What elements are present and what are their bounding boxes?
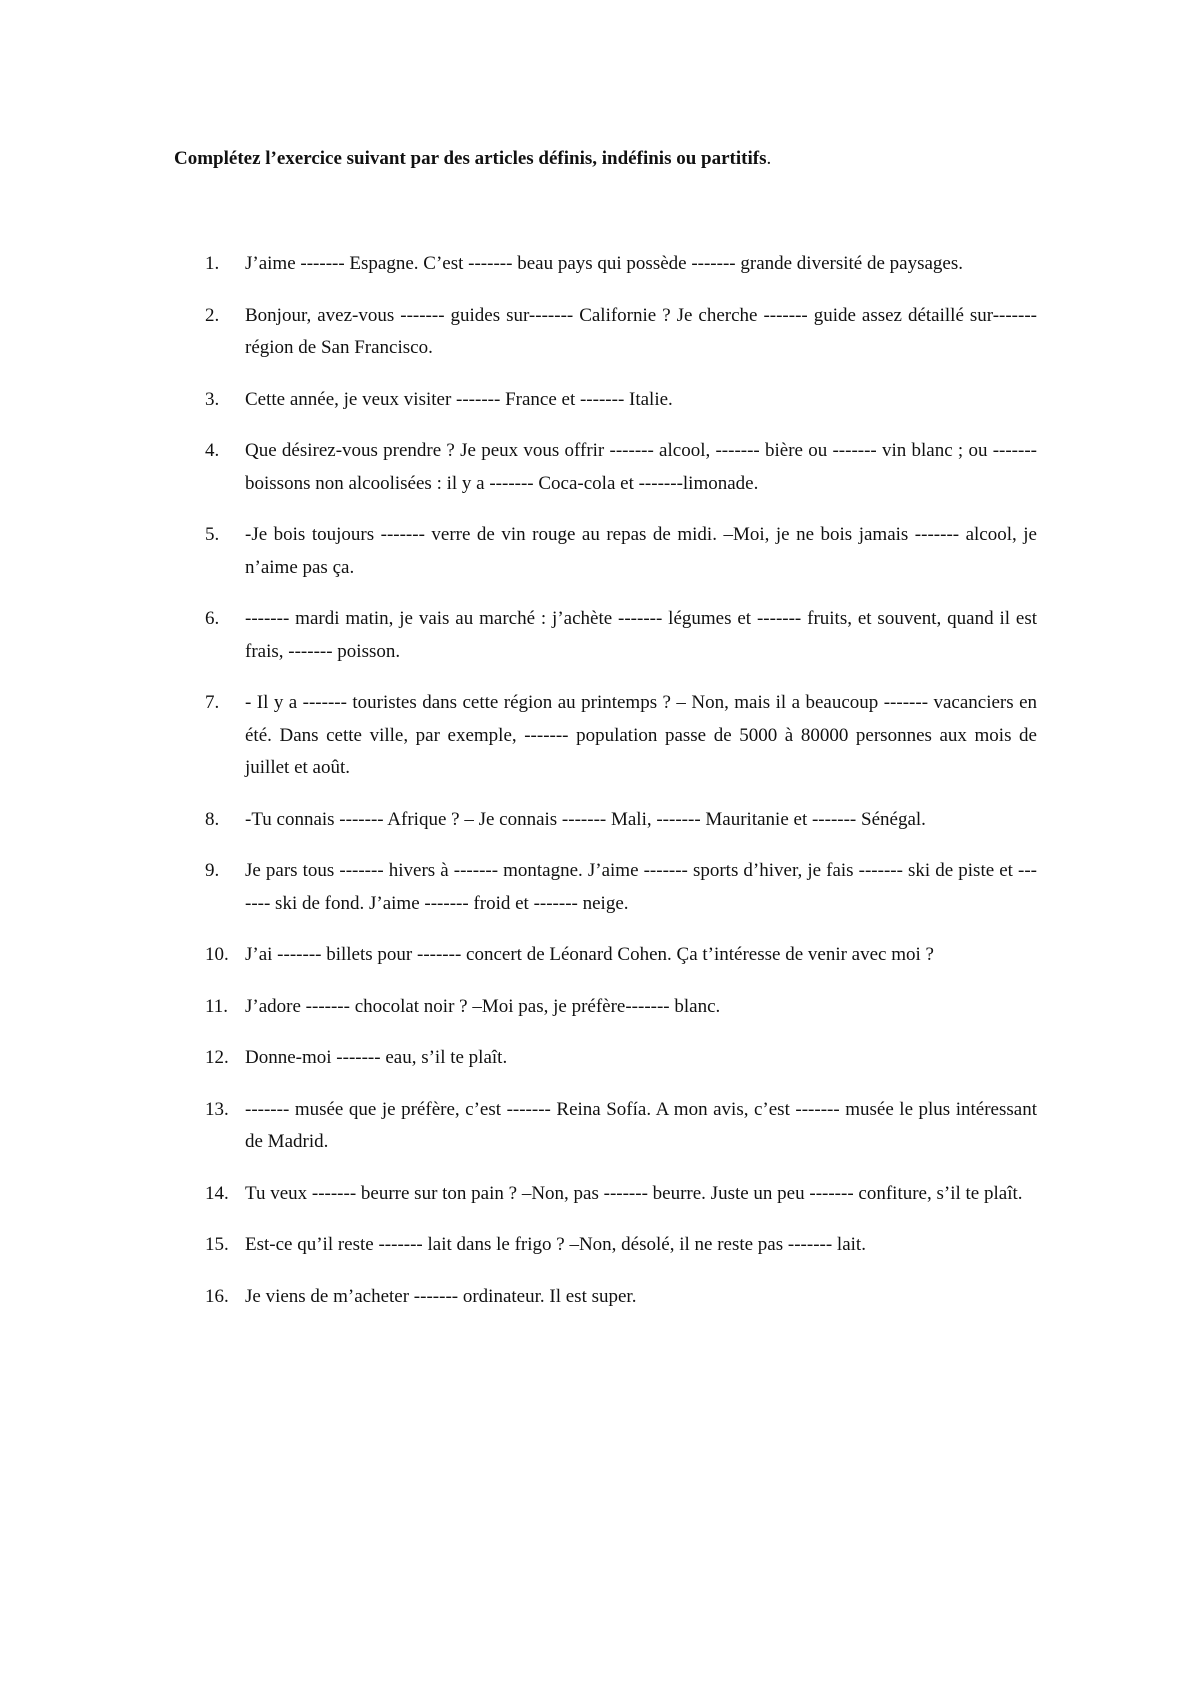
item-text: J’adore ------- chocolat noir ? –Moi pas, je préfère------- blanc. xyxy=(245,995,721,1017)
item-number: 13. xyxy=(205,1098,229,1120)
exercise-item-10 xyxy=(205,939,1037,972)
item-number: 7. xyxy=(205,692,220,713)
item-number: 2. xyxy=(205,304,220,326)
item-number: 16. xyxy=(205,1285,229,1307)
exercise-item-16 xyxy=(205,1281,1037,1314)
exercise-item-13 xyxy=(205,1094,1037,1159)
exercise-item-3 xyxy=(205,384,1037,417)
exercise-item-9 xyxy=(205,855,1037,920)
item-number: 6. xyxy=(205,608,220,629)
item-text: Tu veux ------- beurre sur ton pain ? –Non, pas ------- beurre. Juste un peu ------- confiture, s’il te plaît. xyxy=(245,1182,1023,1204)
exercise-item-6 xyxy=(205,603,1037,668)
item-text: Cette année, je veux visiter ------- France et ------- Italie. xyxy=(245,388,673,410)
item-number: 14. xyxy=(205,1182,229,1204)
item-text: Bonjour, avez-vous ------- guides sur------- Californie ? Je cherche ------- guide assez détaillé sur------- région de San Francisco. xyxy=(245,304,1037,358)
item-text: Donne-moi ------- eau, s’il te plaît. xyxy=(245,1047,508,1068)
exercise-item-11 xyxy=(205,991,1037,1024)
exercise-instruction xyxy=(174,146,1074,172)
item-number: 15. xyxy=(205,1234,229,1255)
item-text: J’aime ------- Espagne. C’est ------- beau pays qui possède ------- grande diversité de paysages. xyxy=(245,253,964,274)
instruction-period: . xyxy=(766,148,772,169)
exercise-list xyxy=(205,248,1037,1332)
item-text: J’ai ------- billets pour ------- concert de Léonard Cohen. Ça t’intéresse de venir avec moi ? xyxy=(245,944,934,965)
item-text: Est-ce qu’il reste ------- lait dans le frigo ? –Non, désolé, il ne reste pas ------- lait. xyxy=(245,1234,866,1255)
exercise-item-8 xyxy=(205,804,1037,837)
item-number: 4. xyxy=(205,440,220,461)
instruction-text: Complétez l’exercice suivant par des articles définis, indéfinis ou partitifs xyxy=(174,148,767,169)
item-text: ------- mardi matin, je vais au marché : j’achète ------- légumes et ------- fruits, et souvent, quand il est frais, ------- poisson. xyxy=(245,608,1037,662)
item-number: 11. xyxy=(205,995,229,1017)
item-text: - Il y a ------- touristes dans cette région au printemps ? – Non, mais il a beaucoup ------- vacanciers en été. Dans cette ville, par exemple, ------- population passe de 5000 à 80000 personnes aux mois de juillet et août. xyxy=(245,692,1037,778)
item-text: ------- musée que je préfère, c’est ------- Reina Sofía. A mon avis, c’est ------- musée le plus intéressant de Madrid. xyxy=(245,1098,1037,1152)
exercise-item-1 xyxy=(205,248,1037,281)
exercise-item-15 xyxy=(205,1229,1037,1262)
exercise-item-4 xyxy=(205,435,1037,500)
exercise-item-7 xyxy=(205,687,1037,785)
item-number: 5. xyxy=(205,524,220,545)
exercise-item-2 xyxy=(205,300,1037,365)
item-number: 8. xyxy=(205,808,220,830)
item-text: -Tu connais ------- Afrique ? – Je connais ------- Mali, ------- Mauritanie et ------- Sénégal. xyxy=(245,808,926,830)
exercise-item-12 xyxy=(205,1042,1037,1075)
item-text: Je viens de m’acheter ------- ordinateur. Il est super. xyxy=(245,1285,637,1307)
item-number: 1. xyxy=(205,253,220,274)
item-number: 12. xyxy=(205,1047,229,1068)
item-number: 10. xyxy=(205,944,229,965)
item-number: 3. xyxy=(205,388,220,410)
item-number: 9. xyxy=(205,860,220,881)
item-text: Je pars tous ------- hivers à ------- montagne. J’aime ------- sports d’hiver, je fais ------- ski de piste et ------- ski de fond. J’aime ------- froid et ------- neige. xyxy=(245,860,1037,914)
exercise-item-14 xyxy=(205,1178,1037,1211)
exercise-item-5 xyxy=(205,519,1037,584)
item-text: -Je bois toujours ------- verre de vin rouge au repas de midi. –Moi, je ne bois jamais ------- alcool, je n’aime pas ça. xyxy=(245,524,1037,578)
item-text: Que désirez-vous prendre ? Je peux vous offrir ------- alcool, ------- bière ou ------- vin blanc ; ou ------- boissons non alcoolisées : il y a ------- Coca-cola et -------limonade. xyxy=(245,440,1037,494)
